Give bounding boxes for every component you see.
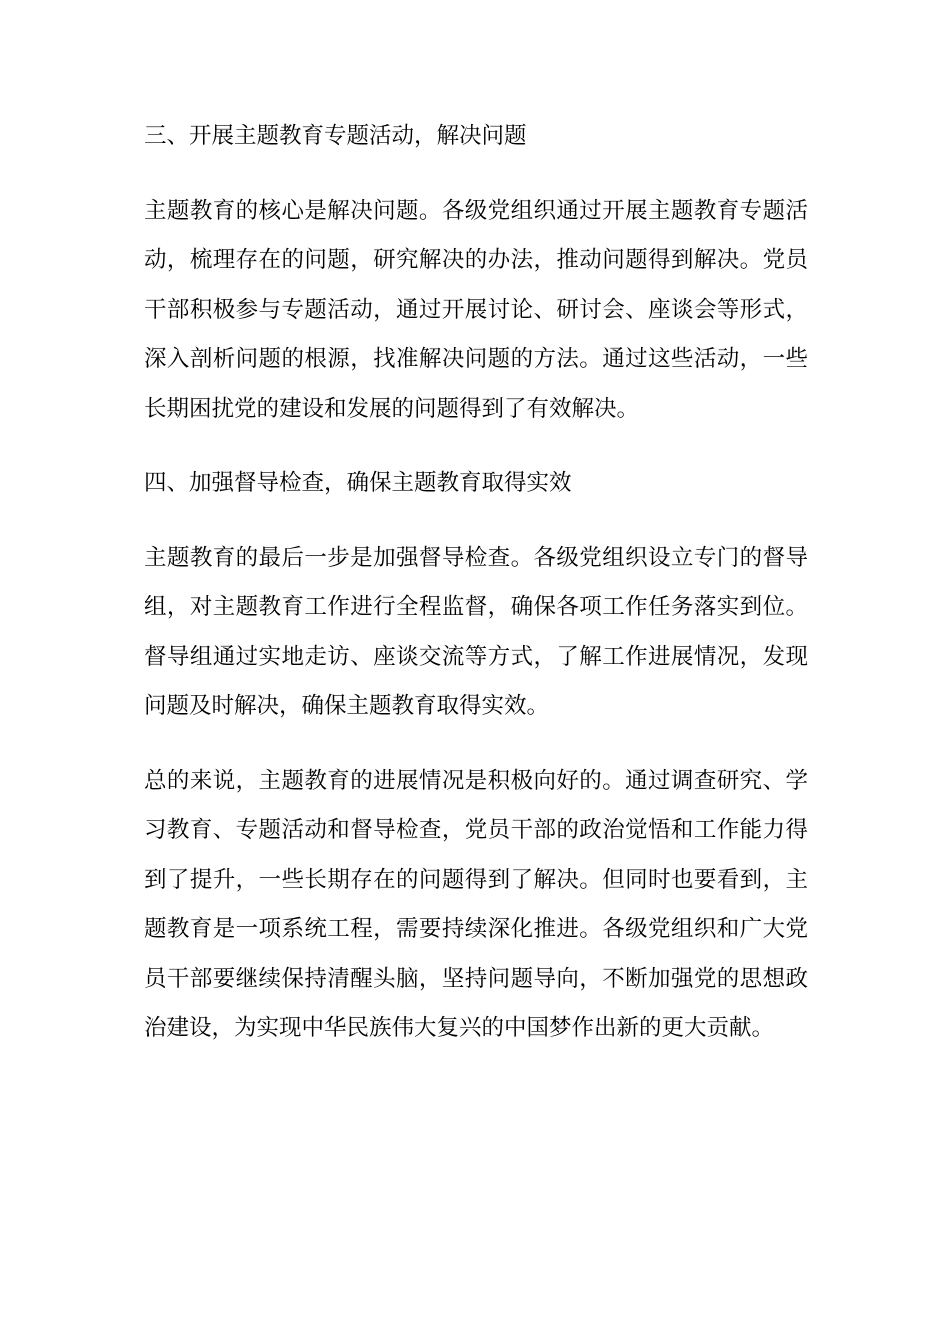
spacer [144, 509, 808, 534]
spacer [144, 732, 808, 757]
section-heading-3: 三、开展主题教育专题活动，解决问题 [144, 123, 527, 149]
document-body [144, 112, 808, 1054]
spacer [144, 162, 808, 187]
section-paragraph-3: 主题教育的核心是解决问题。各级党组织通过开展主题教育专题活动，梳理存在的问题，研究解决的办法，推动问题得到解决。党员干部积极参与专题活动，通过开展讨论、研讨会、座谈会等形式，深入剖析问题的根源，找准解决问题的方法。通过这些活动，一些长期困扰党的建设和发展的问题得到了有效解决。 [144, 197, 808, 422]
conclusion-paragraph: 总的来说，主题教育的进展情况是积极向好的。通过调查研究、学习教育、专题活动和督导检查，党员干部的政治觉悟和工作能力得到了提升，一些长期存在的问题得到了解决。但同时也要看到，主题教育是一项系统工程，需要持续深化推进。各级党组织和广大党员干部要继续保持清醒头脑，坚持问题导向，不断加强党的思想政治建设，为实现中华民族伟大复兴的中国梦作出新的更大贡献。 [144, 767, 808, 1041]
section-paragraph-4: 主题教育的最后一步是加强督导检查。各级党组织设立专门的督导组，对主题教育工作进行全程监督，确保各项工作任务落实到位。督导组通过实地走访、座谈交流等方式，了解工作进展情况，发现问题及时解决，确保主题教育取得实效。 [144, 544, 808, 719]
spacer [144, 434, 808, 459]
section-heading-4: 四、加强督导检查，确保主题教育取得实效 [144, 470, 572, 496]
